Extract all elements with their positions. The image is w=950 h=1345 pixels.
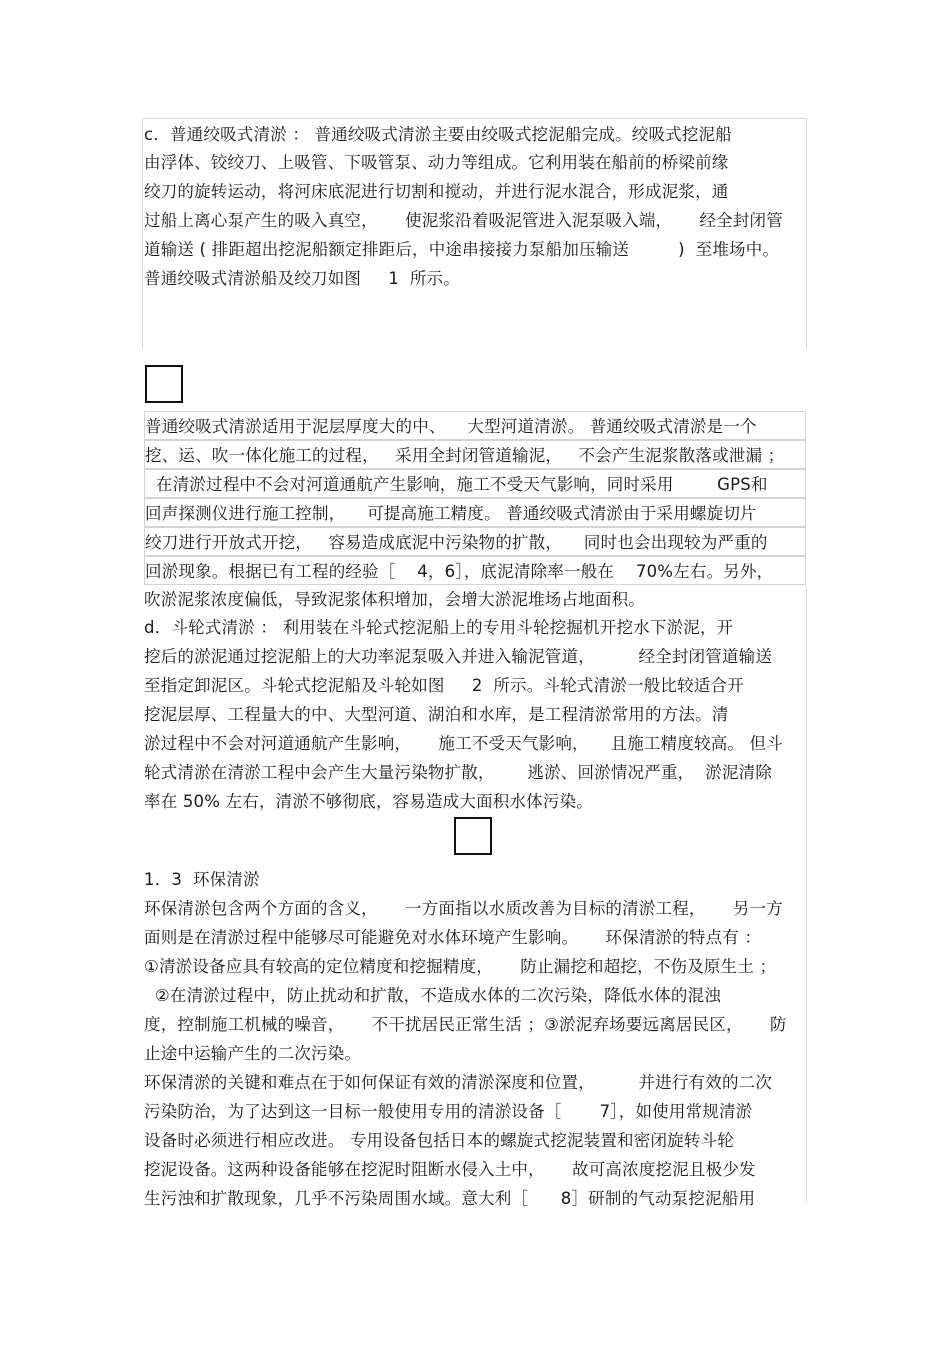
c-line-5: 道输送 ( 排距超出挖泥船额定排距后，中途串接接力泵船加压输送 ) 至堆场中。 — [144, 240, 780, 259]
c-line-2: 由浮体、铰绞刀、上吸管、下吸管泵、动力等组成。它利用装在船前的桥梁前缘 — [144, 153, 729, 172]
analysis-line-2: 挖、运、吹一体化施工的过程， 采用全封闭管道输泥， 不会产生泥浆散落或泄漏 ； — [144, 440, 806, 469]
c-line-6: 普通绞吸式清淤船及绞刀如图 1 所示。 — [144, 269, 461, 288]
d-line-5: 淤过程中不会对河道通航产生影响， 施工不受天气影响， 且施工精度较高。 但斗 — [144, 734, 783, 753]
c-line-4: 过船上离心泵产生的吸入真空， 使泥浆沿着吸泥管进入泥泵吸入端， 经全封闭管 — [144, 211, 783, 230]
d-line-3: 至指定卸泥区。斗轮式挖泥船及斗轮如图 2 所示。斗轮式清淤一般比较适合开 — [144, 676, 744, 695]
analysis-line-6: 回淤现象。根据已有工程的经验［ 4，6］，底泥清除率一般在 70%左右。另外， — [144, 556, 806, 585]
d-line-2: 挖后的淤泥通过挖泥船上的大功率泥泵吸入并进入输泥管道， 经全封闭管道输送 — [144, 647, 773, 666]
d-line-7: 率在 50% 左右，清淤不够彻底，容易造成大面积水体污染。 — [144, 792, 593, 811]
analysis-line-1: 普通绞吸式清淤适用于泥层厚度大的中、 大型河道清淤。 普通绞吸式清淤是一个 — [144, 411, 806, 440]
c-line-3: 绞刀的旋转运动，将河床底泥进行切割和搅动，并进行泥水混合，形成泥浆，通 — [144, 182, 729, 201]
analysis-line-4: 回声探测仪进行施工控制， 可提高施工精度。 普通绞吸式清淤由于采用螺旋切片 — [144, 498, 806, 527]
env-intro-line-5: 度，控制施工机械的噪音， 不干扰居民正常生活 ；③淤泥弃场要远离居民区， 防 — [144, 1015, 787, 1034]
env-key-line-2: 污染防治，为了达到这一目标一般使用专用的清淤设备［ 7］，如使用常规清淤 — [144, 1102, 753, 1121]
analysis-line-7: 吹淤泥浆浓度偏低，导致泥浆体积增加，会增大淤泥堆场占地面积。 — [144, 590, 645, 609]
section-heading-1-3: 1．3 环保清淤 — [144, 870, 260, 889]
frame-right-line-lower — [806, 588, 807, 1203]
analysis-line-3: 在清淤过程中不会对河道通航产生影响，施工不受天气影响，同时采用 GPS和 — [144, 469, 806, 498]
d-line-1: d．斗轮式清淤 ： 利用装在斗轮式挖泥船上的专用斗轮挖掘机开挖水下淤泥，开 — [144, 618, 734, 637]
env-intro-line-2: 面则是在清淤过程中能够尽可能避免对水体环境产生影响。 环保清淤的特点有 ： — [144, 928, 762, 947]
env-key-line-3: 设备时必须进行相应改进。 专用设备包括日本的螺旋式挖泥装置和密闭旋转斗轮 — [144, 1131, 734, 1150]
env-intro-line-3: ①清淤设备应具有较高的定位精度和挖掘精度， 防止漏挖和超挖，不伤及原生土 ； — [144, 957, 777, 976]
d-line-6: 轮式清淤在清淤工程中会产生大量污染物扩散， 逃淤、回淤情况严重， 淤泥清除 — [144, 763, 773, 782]
frame-top-line — [142, 118, 807, 119]
frame-right-line — [806, 118, 807, 348]
figure-2-placeholder — [454, 817, 492, 855]
env-intro-line-4: ②在清淤过程中，防止扰动和扩散，不造成水体的二次污染，降低水体的混浊 — [144, 986, 721, 1005]
analysis-line-5: 绞刀进行开放式开挖， 容易造成底泥中污染物的扩散， 同时也会出现较为严重的 — [144, 527, 806, 556]
env-intro-line-6: 止途中运输产生的二次污染。 — [144, 1044, 362, 1063]
env-key-line-1: 环保清淤的关键和难点在于如何保证有效的清淤深度和位置， 并进行有效的二次 — [144, 1073, 773, 1092]
d-line-4: 挖泥层厚、工程量大的中、大型河道、湖泊和水库，是工程清淤常用的方法。清 — [144, 705, 729, 724]
env-key-line-5: 生污浊和扩散现象，几乎不污染周围水域。意大利［ 8］研制的气动泵挖泥船用 — [144, 1189, 756, 1208]
figure-1-placeholder — [145, 365, 183, 403]
c-line-1: c．普通绞吸式清淤 ： 普通绞吸式清淤主要由绞吸式挖泥船完成。绞吸式挖泥船 — [144, 125, 732, 144]
env-intro-line-1: 环保清淤包含两个方面的含义， 一方面指以水质改善为目标的清淤工程， 另一方 — [144, 899, 783, 918]
frame-left-line — [142, 118, 143, 348]
env-key-line-4: 挖泥设备。这两种设备能够在挖泥时阻断水侵入土中， 故可高浓度挖泥且极少发 — [144, 1160, 756, 1179]
